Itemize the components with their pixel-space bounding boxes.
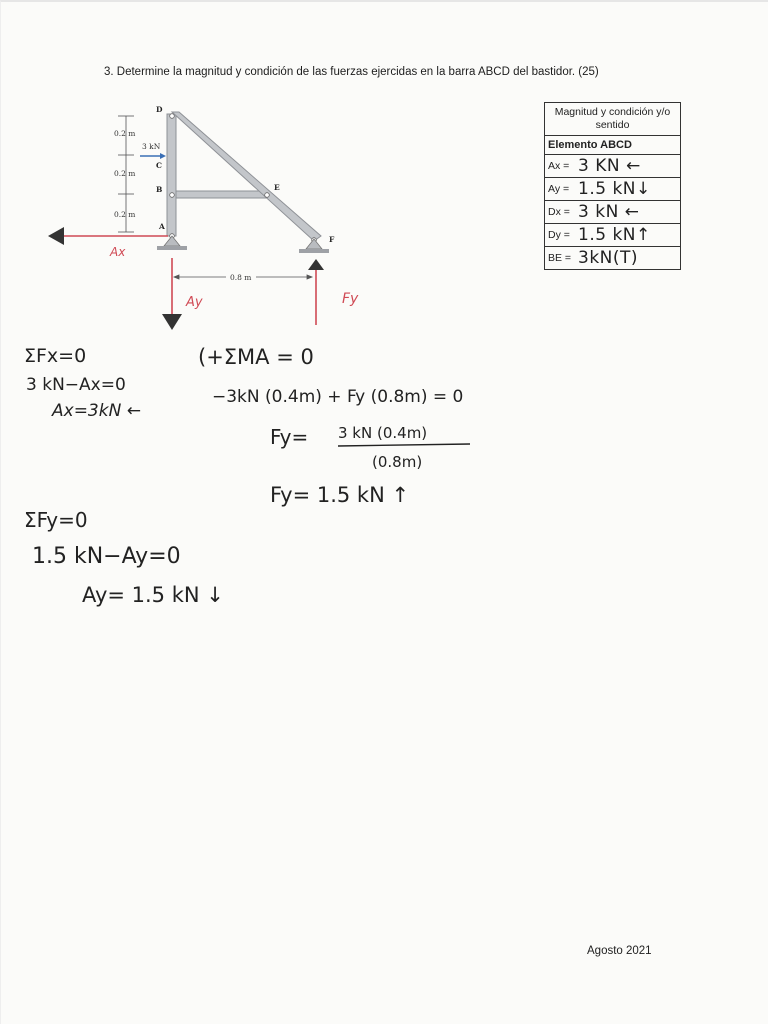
row-value-ay: 1.5 kN↓ <box>578 179 651 199</box>
footer-date: Agosto 2021 <box>587 945 652 957</box>
work-moment-title: (+ΣMA = 0 <box>198 345 314 369</box>
pin-b <box>170 193 175 198</box>
work-fy-label: Fy= <box>270 425 309 449</box>
reaction-ay-arrow <box>162 258 182 330</box>
table-row <box>545 155 681 178</box>
row-label-dx: Dx = <box>548 206 570 218</box>
label-f: F <box>329 235 335 244</box>
reaction-ax-arrow <box>48 227 168 245</box>
ax-annotation: Ax <box>110 245 126 259</box>
fy-annotation: Fy <box>342 291 359 307</box>
label-e: E <box>274 183 280 192</box>
member-def <box>172 112 321 241</box>
work-fx-equation: 3 kN−Ax=0 <box>26 375 126 395</box>
table-row <box>545 247 681 270</box>
row-value-dy: 1.5 kN↑ <box>578 225 651 245</box>
work-ay-result: Ay= 1.5 kN ↓ <box>82 583 224 607</box>
work-sum-fx: ΣFx=0 <box>24 345 87 367</box>
load-label: 3 kN <box>142 142 161 151</box>
span-label: 0.8 m <box>230 273 252 282</box>
member-be <box>176 191 269 198</box>
pin-e <box>265 193 270 198</box>
pin-d <box>170 114 175 119</box>
fraction-bar <box>338 444 470 446</box>
work-fy-result: Fy= 1.5 kN ↑ <box>270 483 410 507</box>
work-ax-result: Ax=3kN ← <box>52 401 141 421</box>
results-table <box>544 102 681 270</box>
work-fy-numerator: 3 kN (0.4m) <box>338 424 428 442</box>
work-moment-equation: −3kN (0.4m) + Fy (0.8m) = 0 <box>212 387 464 407</box>
dim-label-2: 0.2 m <box>114 169 136 178</box>
support-f <box>299 239 329 253</box>
results-table-header: Magnitud y condición y/o sentido <box>545 103 681 136</box>
dim-label-1: 0.2 m <box>114 129 136 138</box>
work-sum-fy: ΣFy=0 <box>24 508 88 532</box>
ay-annotation: Ay <box>186 295 203 310</box>
label-d: D <box>156 105 163 114</box>
label-a: A <box>159 222 165 231</box>
applied-load-arrow <box>140 153 166 159</box>
table-row <box>545 201 681 224</box>
row-value-be: 3kN(T) <box>578 248 639 268</box>
results-table-subheader: Elemento ABCD <box>545 136 681 155</box>
work-fy-denominator: (0.8m) <box>372 453 423 471</box>
table-row <box>545 224 681 247</box>
dim-label-3: 0.2 m <box>114 210 136 219</box>
member-abcd <box>167 114 176 236</box>
row-label-be: BE = <box>548 252 572 264</box>
label-b: B <box>156 185 163 194</box>
label-c: C <box>156 161 162 170</box>
table-row <box>545 178 681 201</box>
row-label-ay: Ay = <box>548 183 570 195</box>
row-label-dy: Dy = <box>548 229 570 241</box>
support-a <box>157 236 187 250</box>
work-fy-sum-equation: 1.5 kN−Ay=0 <box>32 544 181 569</box>
reaction-fy-arrow <box>308 259 324 325</box>
row-value-ax: 3 KN ← <box>578 156 641 176</box>
problem-title: 3. Determine la magnitud y condición de las fuerzas ejercidas en la barra ABCD del bastidor. (25) <box>104 66 599 78</box>
row-value-dx: 3 kN ← <box>578 202 640 222</box>
row-label-ax: Ax = <box>548 160 570 172</box>
